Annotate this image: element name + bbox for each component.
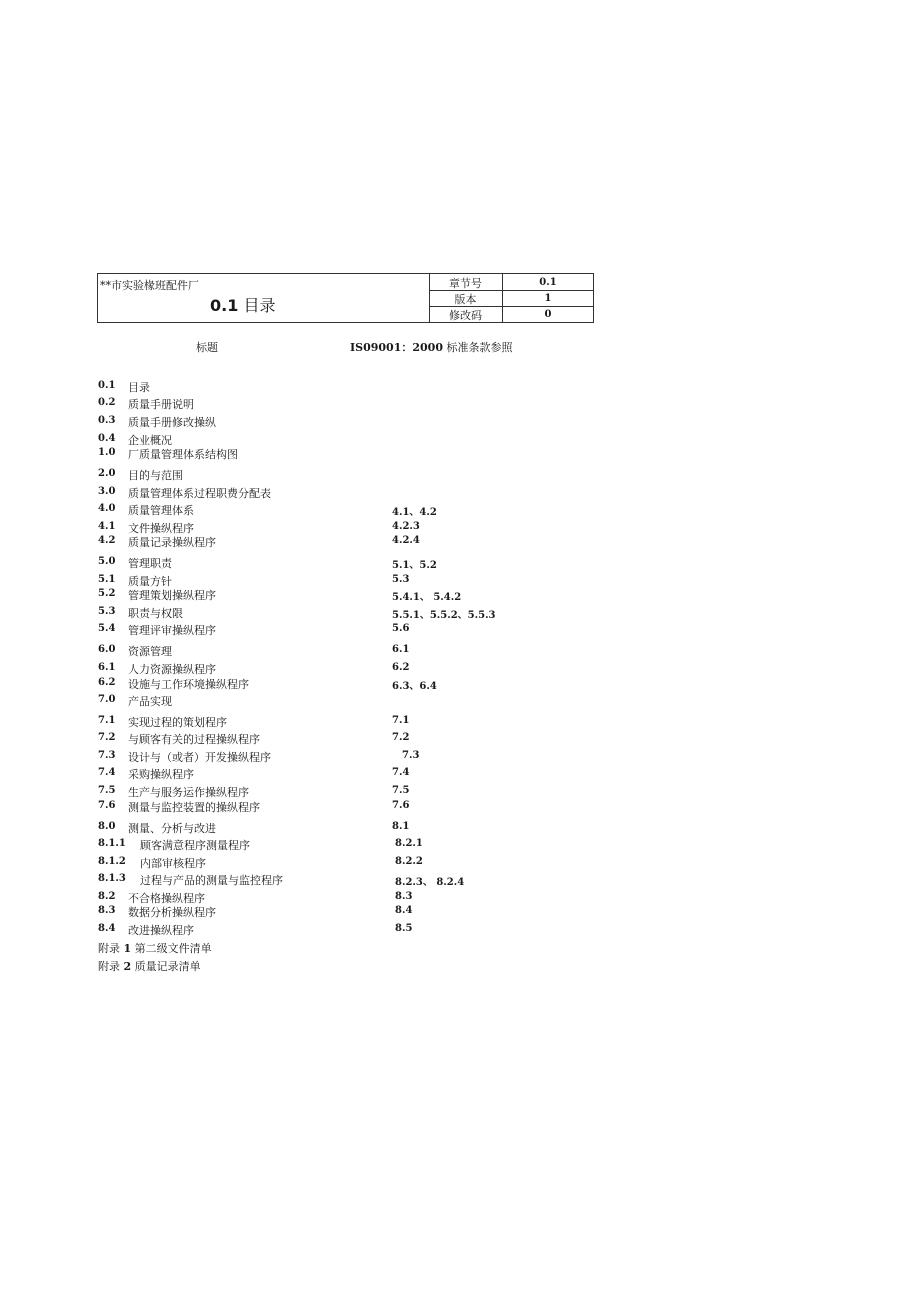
standard-label: 标准条款参照 [446,341,513,354]
toc-title: 人力资源操纵程序 [128,663,216,676]
toc-standard-reference: 7.2 [392,732,410,743]
toc-number: 0.4 [98,433,116,444]
toc-standard-reference: 4.1、4.2 [392,507,437,518]
toc-title: 测量、分析与改进 [128,822,216,835]
revision-value: 0 [544,309,552,320]
toc-standard-reference: 8.2.2 [395,856,423,867]
toc-standard-reference: 5.6 [392,623,410,634]
appendix-prefix: 附录 [98,942,124,955]
toc-standard-reference: 8.3 [395,891,413,902]
toc-title: 过程与产品的测量与监控程序 [140,874,283,887]
toc-standard-reference: 6.2 [392,662,410,673]
toc-number: 5.4 [98,623,116,634]
toc-standard-reference: 8.2.3、 8.2.4 [395,877,465,888]
toc-number: 5.2 [98,588,116,599]
toc-title: 管理策划操纵程序 [128,589,216,602]
title-number: 0.1 [210,296,239,315]
toc-number: 2.0 [98,468,116,479]
toc-number: 7.4 [98,767,116,778]
column-header-title: 标题 [196,341,218,354]
standard-code: IS09001：2000 [350,341,443,354]
toc-title: 设施与工作环境操纵程序 [128,678,249,691]
toc-title: 质量手册修改操纵 [128,416,216,429]
toc-number: 3.0 [98,486,116,497]
toc-number: 8.0 [98,821,116,832]
toc-number: 8.1.3 [98,873,126,884]
toc-title: 质量记录操纵程序 [128,536,216,549]
toc-title: 生产与服务运作操纵程序 [128,786,249,799]
toc-number: 8.1.2 [98,856,126,867]
appendix-number: 2 [123,960,132,973]
toc-standard-reference: 8.1 [392,821,410,832]
toc-title: 改进操纵程序 [128,924,194,937]
chapter-value: 0.1 [539,277,557,288]
toc-number: 5.1 [98,574,116,585]
toc-title: 与顾客有关的过程操纵程序 [128,733,260,746]
toc-number: 1.0 [98,447,116,458]
toc-number: 4.0 [98,503,116,514]
toc-number: 4.1 [98,521,116,532]
toc-standard-reference: 7.5 [392,785,410,796]
page-title [210,293,275,316]
toc-title: 数据分析操纵程序 [128,906,216,919]
toc-standard-reference: 5.4.1、 5.4.2 [392,592,462,603]
toc-number: 8.2 [98,891,116,902]
toc-standard-reference: 7.1 [392,715,410,726]
toc-title: 管理评审操纵程序 [128,624,216,637]
toc-number: 7.6 [98,800,116,811]
toc-title: 职责与权限 [128,607,183,620]
toc-title: 顾客满意程序测量程序 [140,839,250,852]
toc-title: 质量管理体系过程职费分配表 [128,487,271,500]
toc-number: 6.2 [98,677,116,688]
toc-title: 实现过程的策划程序 [128,716,227,729]
toc-title: 质量方针 [128,575,172,588]
toc-standard-reference: 5.5.1、5.5.2、5.5.3 [392,610,496,621]
toc-title: 文件操纵程序 [128,522,194,535]
toc-title: 目的与范围 [128,469,183,482]
appendix-item [98,958,201,974]
chapter-label: 章节号 [449,277,482,290]
version-label: 版本 [454,293,477,306]
toc-standard-reference: 6.1 [392,644,410,655]
toc-title: 采购操纵程序 [128,768,194,781]
toc-standard-reference: 4.2.4 [392,535,420,546]
revision-label: 修改码 [449,309,482,322]
toc-number: 6.1 [98,662,116,673]
toc-number: 8.1.1 [98,838,126,849]
toc-title: 目录 [128,381,150,394]
document-header-table [97,273,594,323]
toc-number: 5.0 [98,556,116,567]
toc-title: 产品实现 [128,695,172,708]
toc-title: 质量手册说明 [128,398,194,411]
appendix-title: 质量记录清单 [131,960,201,973]
toc-number: 7.0 [98,694,116,705]
toc-title: 不合格操纵程序 [128,892,205,905]
toc-number: 4.2 [98,535,116,546]
toc-number: 0.3 [98,415,116,426]
appendix-title: 第二级文件清单 [131,942,212,955]
toc-title: 质量管理体系 [128,504,194,517]
toc-standard-reference: 5.1、5.2 [392,560,437,571]
toc-title: 内部审核程序 [140,857,206,870]
toc-number: 7.2 [98,732,116,743]
appendix-prefix: 附录 [98,960,124,973]
title-text: 目录 [243,296,276,315]
toc-number: 7.3 [98,750,116,761]
toc-standard-reference: 7.4 [392,767,410,778]
toc-standard-reference: 8.2.1 [395,838,423,849]
toc-number: 5.3 [98,606,116,617]
toc-number: 7.5 [98,785,116,796]
company-name: **市实验椽班配件厂 [100,279,199,292]
toc-standard-reference: 8.5 [395,923,413,934]
column-header-reference [350,339,512,355]
toc-number: 7.1 [98,715,116,726]
toc-title: 管理职责 [128,557,172,570]
toc-number: 0.2 [98,397,116,408]
version-value: 1 [544,293,552,304]
toc-number: 0.1 [98,380,116,391]
toc-standard-reference: 7.3 [402,750,420,761]
toc-title: 企业概况 [128,434,172,447]
toc-standard-reference: 6.3、6.4 [392,681,437,692]
toc-standard-reference: 7.6 [392,800,410,811]
toc-number: 8.3 [98,905,116,916]
appendix-item [98,940,212,956]
toc-title: 设计与（或者）开发操纵程序 [128,751,271,764]
toc-number: 8.4 [98,923,116,934]
appendix-number: 1 [123,942,132,955]
toc-standard-reference: 4.2.3 [392,521,420,532]
toc-title: 资源管理 [128,645,172,658]
toc-title: 厂质量管理体系结构图 [128,448,238,461]
toc-number: 6.0 [98,644,116,655]
toc-standard-reference: 8.4 [395,905,413,916]
toc-title: 测量与监控装置的操纵程序 [128,801,260,814]
toc-standard-reference: 5.3 [392,574,410,585]
